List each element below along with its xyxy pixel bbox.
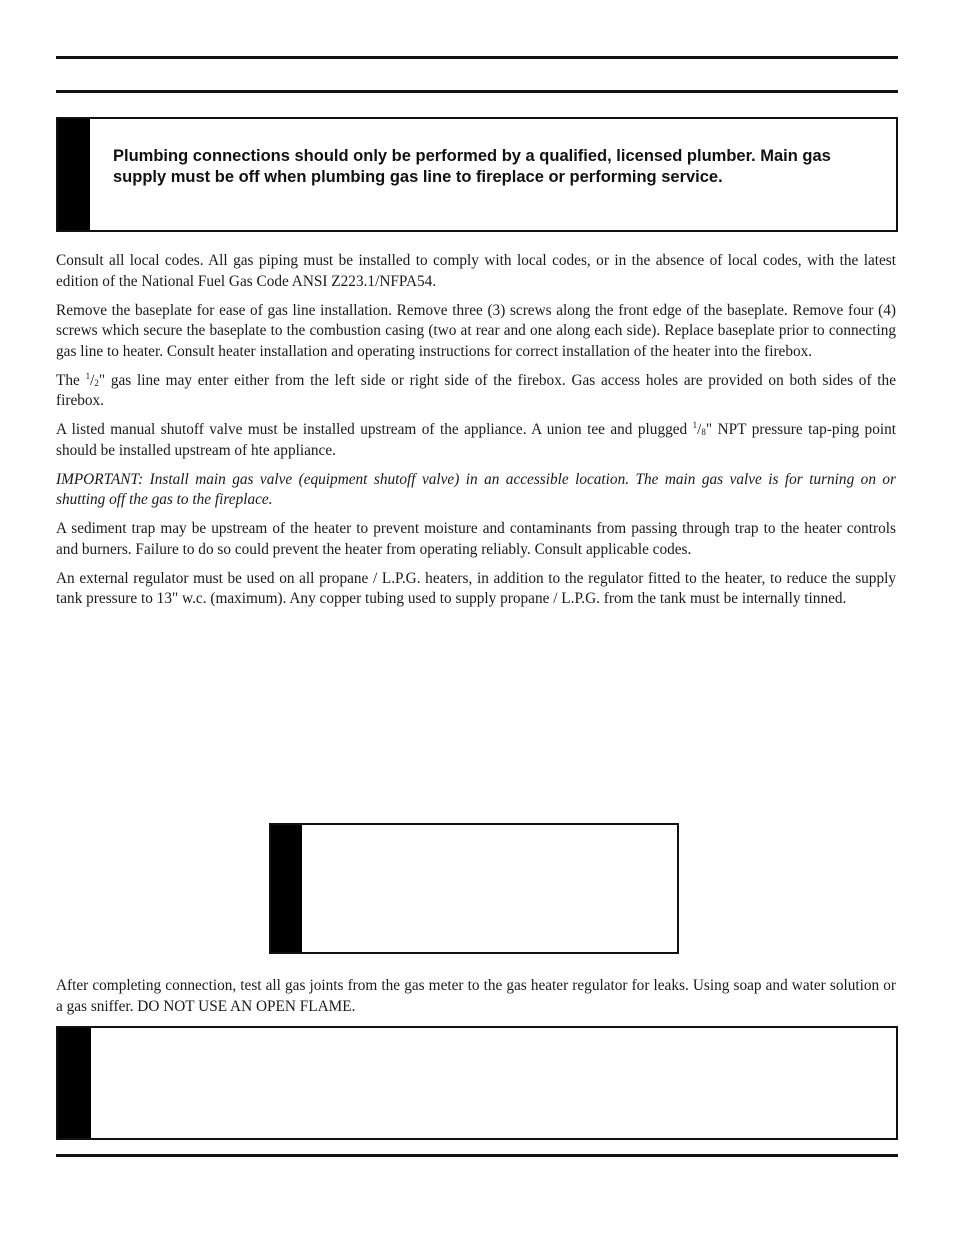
warning-box-middle (269, 823, 679, 954)
footer-rule (56, 1154, 898, 1157)
paragraph-baseplate: Remove the baseplate for ease of gas line installation. Remove three (3) screws along the front edge of the baseplate. Remove four (4) screws which secure the baseplate to the combustion casing (two at rear and one along each side). Replace baseplate prior to connecting gas line to heater. Consult heater installation and operating instructions for correct installation of the heater into the firebox. (56, 301, 896, 360)
top-rule (56, 56, 898, 59)
warning-bar (271, 825, 302, 952)
paragraph-important: IMPORTANT: Install main gas valve (equipment shutoff valve) in an accessible location. The main gas valve is for turning on or shutting off the gas to the fireplace. (56, 470, 896, 508)
header-rule (56, 90, 898, 93)
warning-bar (58, 1028, 91, 1138)
paragraph-leak-test: After completing connection, test all gas joints from the gas meter to the gas heater regulator for leaks. Using soap and water solution or a gas sniffer. DO NOT USE AN OPEN FLAME. (56, 977, 896, 1015)
warning-bar (58, 119, 90, 230)
warning-text: Plumbing connections should only be performed by a qualified, licensed plumber. Main gas supply must be off when plumbing gas line to fireplace or performing service. (113, 147, 831, 186)
paragraph-shutoff-valve: A listed manual shutoff valve must be installed upstream of the appliance. A union tee and plugged $^1/_8$" NPT pressure tap-ping point should be installed upstream of hte appliance. (56, 420, 897, 459)
leak-test-text (56, 976, 896, 1026)
paragraph-gas-line-entry: The $^1/_2$" gas line may enter either from the left side or right side of the firebox. Gas access holes are provided on both sides of the firebox. (56, 370, 896, 409)
paragraph-sediment-trap: A sediment trap may be upstream of the heater to prevent moisture and contaminants from passing through trap to the heater controls and burners. Failure to do so could prevent the heater from operating reliably. Consult applicable codes. (56, 520, 896, 558)
paragraph-local-codes: Consult all local codes. All gas piping must be installed to comply with local codes, or in the absence of local codes, with the latest edition of the National Fuel Gas Code ANSI Z223.1/NFPA54. (56, 252, 896, 290)
instructions-text (56, 251, 896, 618)
warning-box-bottom (56, 1026, 898, 1140)
paragraph-external-regulator: An external regulator must be used on all propane / L.P.G. heaters, in addition to the regulator fitted to the heater, to reduce the supply tank pressure to 13" w.c. (maximum). Any copper tubing used to supply propane / L.P.G. from the tank must be internally tinned. (56, 569, 896, 607)
warning-box-top (56, 117, 898, 232)
